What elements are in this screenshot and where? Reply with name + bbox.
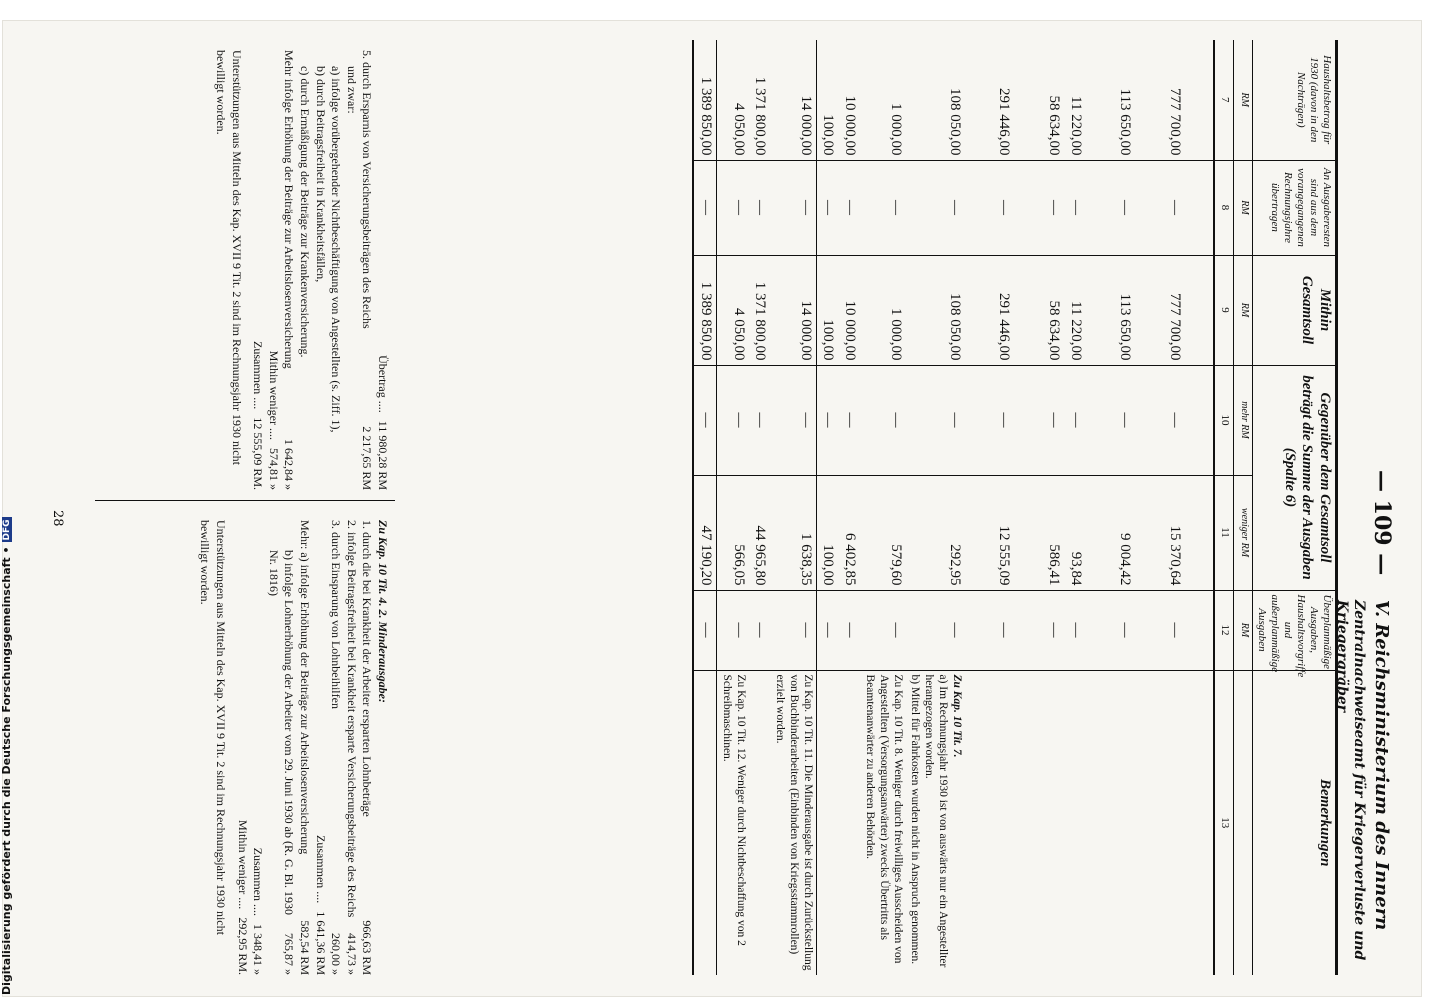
colnum-8: 8 — [1214, 160, 1234, 255]
note-r-sum1: Zusammen .... 1 641,36 RM — [313, 834, 328, 975]
unit-7: RM — [1234, 40, 1253, 160]
table-row: 1 000,00 — 1 000,00 — 579,60 — Zu Kap. 10 Tit. 8. Weniger durch freiwilliges Ausscheiden von Angestellten (Versorgungsanwärter) zwecks Übertritts als Beamtenanwärter zu anderen Behörden. — [860, 40, 905, 975]
note-r-item-1: 1. durch die bei Krankheit der Arbeiter ersparten Lohnbeträge 966,63 RM — [360, 520, 375, 975]
note-item-5: 5. durch Ersparnis von Versicherungsbeiträgen des Reichs 2 217,65 RM — [360, 50, 375, 490]
page-foot-number: 28 — [50, 510, 65, 527]
colnum-13: 13 — [1214, 670, 1234, 975]
rotated-page — [30, 40, 1400, 1000]
note-und-zwar: und zwar: — [344, 66, 359, 114]
notes-divider — [95, 500, 395, 501]
note-item-b: b) durch Beitragsfreiheit in Krankheitsfällen, — [313, 66, 328, 283]
note-item-c: c) durch Ermäßigung der Beiträge zur Krankenversicherung. — [298, 66, 313, 358]
col11-weniger: weniger RM — [1234, 475, 1253, 590]
col13-header: Bemerkungen — [1253, 670, 1337, 975]
unit-8: RM — [1234, 160, 1253, 255]
table-row: 100,00 — 100,00 — 100,00 — — [816, 40, 838, 975]
note-left-foot: Unterstützungen aus Mitteln des Kap. XVII 9 Tit. 2 sind im Rechnungsjahr 1930 nicht bewilligt worden. — [214, 50, 244, 465]
col10-mehr: mehr RM — [1234, 365, 1253, 475]
unit-12: RM — [1234, 590, 1253, 670]
dfg-logo: DFG — [2, 519, 12, 541]
note-r-item-3: 3. durch Einsparung von Lohnbeihilfen 260,00 » — [329, 520, 344, 975]
col9-header: Mithin Gesamtsoll — [1253, 255, 1337, 365]
colnum-12: 12 — [1214, 590, 1234, 670]
note-mehr: Mehr infolge Erhöhung der Beiträge zur Arbeitslosenversicherung 1 642,84 » — [282, 50, 297, 490]
table-row: 113 650,00 — 113 650,00 — 9 004,42 — — [1114, 40, 1136, 975]
note-r-less: Mithin weniger .... 292,95 RM. — [235, 819, 250, 975]
table-row: 10 000,00 — 10 000,00 — 6 402,85 — — [838, 40, 860, 975]
budget-table — [692, 40, 1338, 975]
colnum-7: 7 — [1214, 40, 1234, 160]
note-r-sum2: Zusammen .... 1 348,41 » — [251, 847, 266, 975]
remark-tit7: Zu Kap. 10 Tit. 7. a) Im Rechnungsjahr 1930 ist von auswärts nur ein Angestellter herangezogen worden. b) Mittel für Fahrkosten wurden nicht in Anspruch genommen. — [906, 670, 965, 975]
col10-11-header: Gegenüber dem Gesamtsoll beträgt die Summe der Ausgaben (Spalte 6) — [1253, 365, 1337, 590]
col8-header: An Ausgaberesten sind aus dem vorangegangenen Rechnungsjahre übertragen — [1253, 160, 1337, 255]
note-r-mehr-b: b) infolge Lohnerhöhung der Arbeiter vom 29. Juni 1930 ab (R. G. Bl. 1930 Nr. 1816) 765,87 » — [266, 550, 297, 975]
notes-right — [197, 520, 390, 975]
note-less: Mithin weniger .... 574,81 » — [266, 350, 281, 490]
colnum-9: 9 — [1214, 255, 1234, 365]
colnum-11: 11 — [1214, 475, 1234, 590]
colnum-10: 10 — [1214, 365, 1234, 475]
table-row: 291 446,00 — 291 446,00 — 12 555,09 — — [993, 40, 1015, 975]
note-item-a: a) infolge vorübergehender Nichtbeschäftigung von Angestellten (s. Ziff. 1), — [329, 66, 344, 433]
note-right-foot: Unterstützungen aus Mitteln des Kap. XVII 9 Tit. 2 sind im Rechnungsjahr 1930 nicht bewilligt worden. — [198, 520, 229, 935]
note-r-item-2: 2. infolge Beitragsfreiheit bei Krankheit ersparte Versicherungsbeiträge des Reichs 414,73 » — [344, 520, 359, 975]
table-row: 11 220,00 — 11 220,00 — 93,84 — — [1064, 40, 1086, 975]
ministry-title: V. Reichsministerium des Innern — [1371, 600, 1392, 931]
unit-9: RM — [1234, 255, 1253, 365]
note-sum: Zusammen .... 12 555,09 RM. — [251, 340, 266, 490]
note-right-title: Zu Kap. 10 Tit. 4. 2. Minderausgabe: — [376, 520, 390, 703]
table-total-row: 1 389 850,00 — 1 389 850,00 — 47 190,20 — — [693, 40, 716, 975]
table-row: 14 000,00 — 14 000,00 — 1 638,35 — Zu Kap. 10 Tit. 11. Die Minderausgabe ist durch Zurückstellung von Buchbinderarbeiten (Einbinden von Kriegsstammrollen) erzielt worden. — [770, 40, 816, 975]
remark-tit12: Zu Kap. 10 Tit. 12. Weniger durch Nichtbeschaffung von 2 Schreibmaschinen. — [717, 670, 749, 975]
table-row: 1 371 800,00 — 1 371 800,00 — 44 965,80 — — [749, 40, 771, 975]
office-subtitle: Zentralnachweiseamt für Kriegerverluste und Kriegergräber — [1334, 600, 1367, 961]
digitization-notice: Digitalisierung gefördert durch die Deutsche Forschungsgemeinschaft •DFG — [0, 519, 13, 995]
notes-left — [212, 50, 390, 490]
remark-tit11: Zu Kap. 10 Tit. 11. Die Minderausgabe ist durch Zurückstellung von Buchbinderarbeiten (Einbinden von Kriegsstammrollen) erzielt worden. — [770, 670, 816, 975]
table-row: 108 050,00 — 108 050,00 — 292,95 — Zu Kap. 10 Tit. 7. a) Im Rechnungsjahr 1930 ist von auswärts nur ein Angestellter herangezogen worden. b) Mittel für Fahrkosten wurden nicht in Anspruch genommen. — [906, 40, 965, 975]
col12-header: Überplanmäßige Ausgaben, Haushaltsvorgriffe und außerplanmäßige Ausgaben — [1253, 590, 1337, 670]
uebertrag-line: Übertrag .... 11 980,28 RM — [376, 355, 390, 490]
table-row: 58 634,00 — 58 634,00 — 586,41 — — [1042, 40, 1064, 975]
table-row: 777 700,00 — 777 700,00 — 15 370,64 — — [1164, 40, 1186, 975]
table-row: 4 050,00 — 4 050,00 — 566,05 — Zu Kap. 10 Tit. 12. Weniger durch Nichtbeschaffung von 2 Schreibmaschinen. — [717, 40, 749, 975]
unit-13 — [1234, 670, 1253, 975]
col7-header: Haushaltsbetrag für 1930 (davon in den Nachträgen) — [1253, 40, 1337, 160]
note-r-mehr-a: Mehr: a) infolge Erhöhung der Beiträge zur Arbeitslosenversicherung 582,54 RM — [298, 520, 313, 975]
page-number: — 109 — — [1369, 470, 1395, 576]
remark-tit8: Zu Kap. 10 Tit. 8. Weniger durch freiwilliges Ausscheiden von Angestellten (Versorgungsanwärter) zwecks Übertritts als Beamtenanwärter zu anderen Behörden. — [860, 670, 905, 975]
